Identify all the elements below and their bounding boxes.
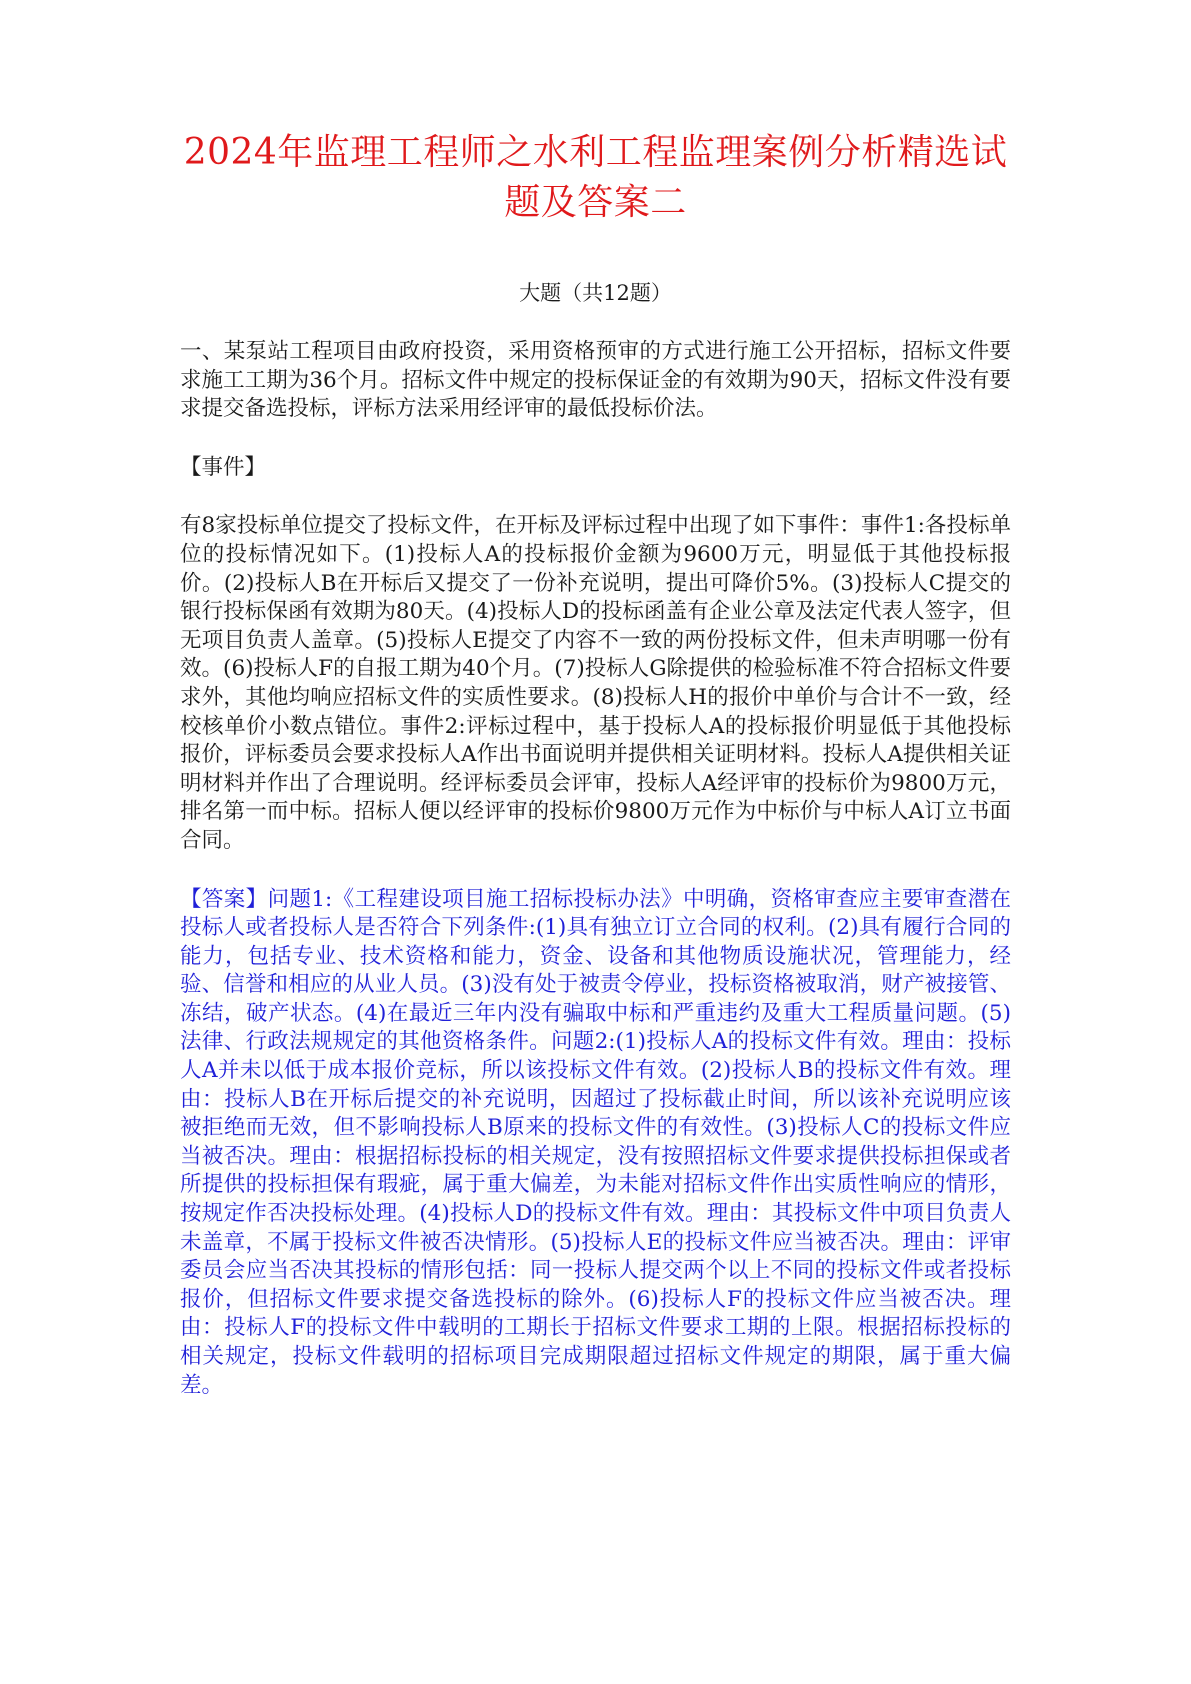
answer-tag: 【答案】: [180, 886, 268, 912]
question-intro-paragraph: 一、某泵站工程项目由政府投资，采用资格预审的方式进行施工公开招标，招标文件要求施工工期为36个月。招标文件中规定的投标保证金的有效期为90天，招标文件没有要求提交备选投标，评标方法采用经评审的最低投标价法。: [180, 339, 1011, 422]
event-label: 【事件】: [180, 454, 267, 480]
answer-paragraph: [180, 886, 1011, 1401]
answer-text: 问题1:《工程建设项目施工招标投标办法》中明确，资格审查应主要审查潜在投标人或者投标人是否符合下列条件:(1)具有独立订立合同的权利。(2)具有履行合同的能力，包括专业、技术资格和能力，资金、设备和其他物质设施状况，管理能力，经验、信誉和相应的从业人员。(3)没有处于被责令停业，投标资格被取消，财产被接管、冻结，破产状态。(4)在最近三年内没有骗取中标和严重违约及重大工程质量问题。(5)法律、行政法规规定的其他资格条件。问题2:(1)投标人A的投标文件有效。理由：投标人A并未以低于成本报价竞标，所以该投标文件有效。(2)投标人B的投标文件有效。理由：投标人B在开标后提交的补充说明，因超过了投标截止时间，所以该补充说明应该被拒绝而无效，但不影响投标人B原来的投标文件的有效性。(3)投标人C的投标文件应当被否决。理由：根据招标投标的相关规定，没有按照招标文件要求提供投标担保或者所提供的投标担保有瑕疵，属于重大偏差，为未能对招标文件作出实质性响应的情形，按规定作否决投标处理。(4)投标人D的投标文件有效。理由：其投标文件中项目负责人未盖章，不属于投标文件被否决情形。(5)投标人E的投标文件应当被否决。理由：评审委员会应当否决其投标的情形包括：同一投标人提交两个以上不同的投标文件或者投标报价，但招标文件要求提交备选投标的除外。(6)投标人F的投标文件应当被否决。理由：投标人F的投标文件中载明的工期长于招标文件要求工期的上限。根据招标投标的相关规定，投标文件载明的招标项目完成期限超过招标文件规定的期限，属于重大偏差。: [180, 886, 1011, 1398]
document-title: 2024年监理工程师之水利工程监理案例分析精选试题及答案二: [183, 132, 1008, 223]
section-heading: 大题（共12题）: [519, 281, 672, 305]
events-paragraph: 有8家投标单位提交了投标文件，在开标及评标过程中出现了如下事件：事件1:各投标单位的投标情况如下。(1)投标人A的投标报价金额为9600万元，明显低于其他投标报价。(2)投标人B在开标后又提交了一份补充说明，提出可降价5%。(3)投标人C提交的银行投标保函有效期为80天。(4)投标人D的投标函盖有企业公章及法定代表人签字，但无项目负责人盖章。(5)投标人E提交了内容不一致的两份投标文件，但未声明哪一份有效。(6)投标人F的自报工期为40个月。(7)投标人G除提供的检验标准不符合招标文件要求外，其他均响应招标文件的实质性要求。(8)投标人H的报价中单价与合计不一致，经校核单价小数点错位。事件2:评标过程中，基于投标人A的投标报价明显低于其他投标报价，评标委员会要求投标人A作出书面说明并提供相关证明材料。投标人A提供相关证明材料并作出了合理说明。经评标委员会评审，投标人A经评审的投标价为9800万元，排名第一而中标。招标人便以经评审的投标价9800万元作为中标价与中标人A订立书面合同。: [180, 513, 1011, 853]
